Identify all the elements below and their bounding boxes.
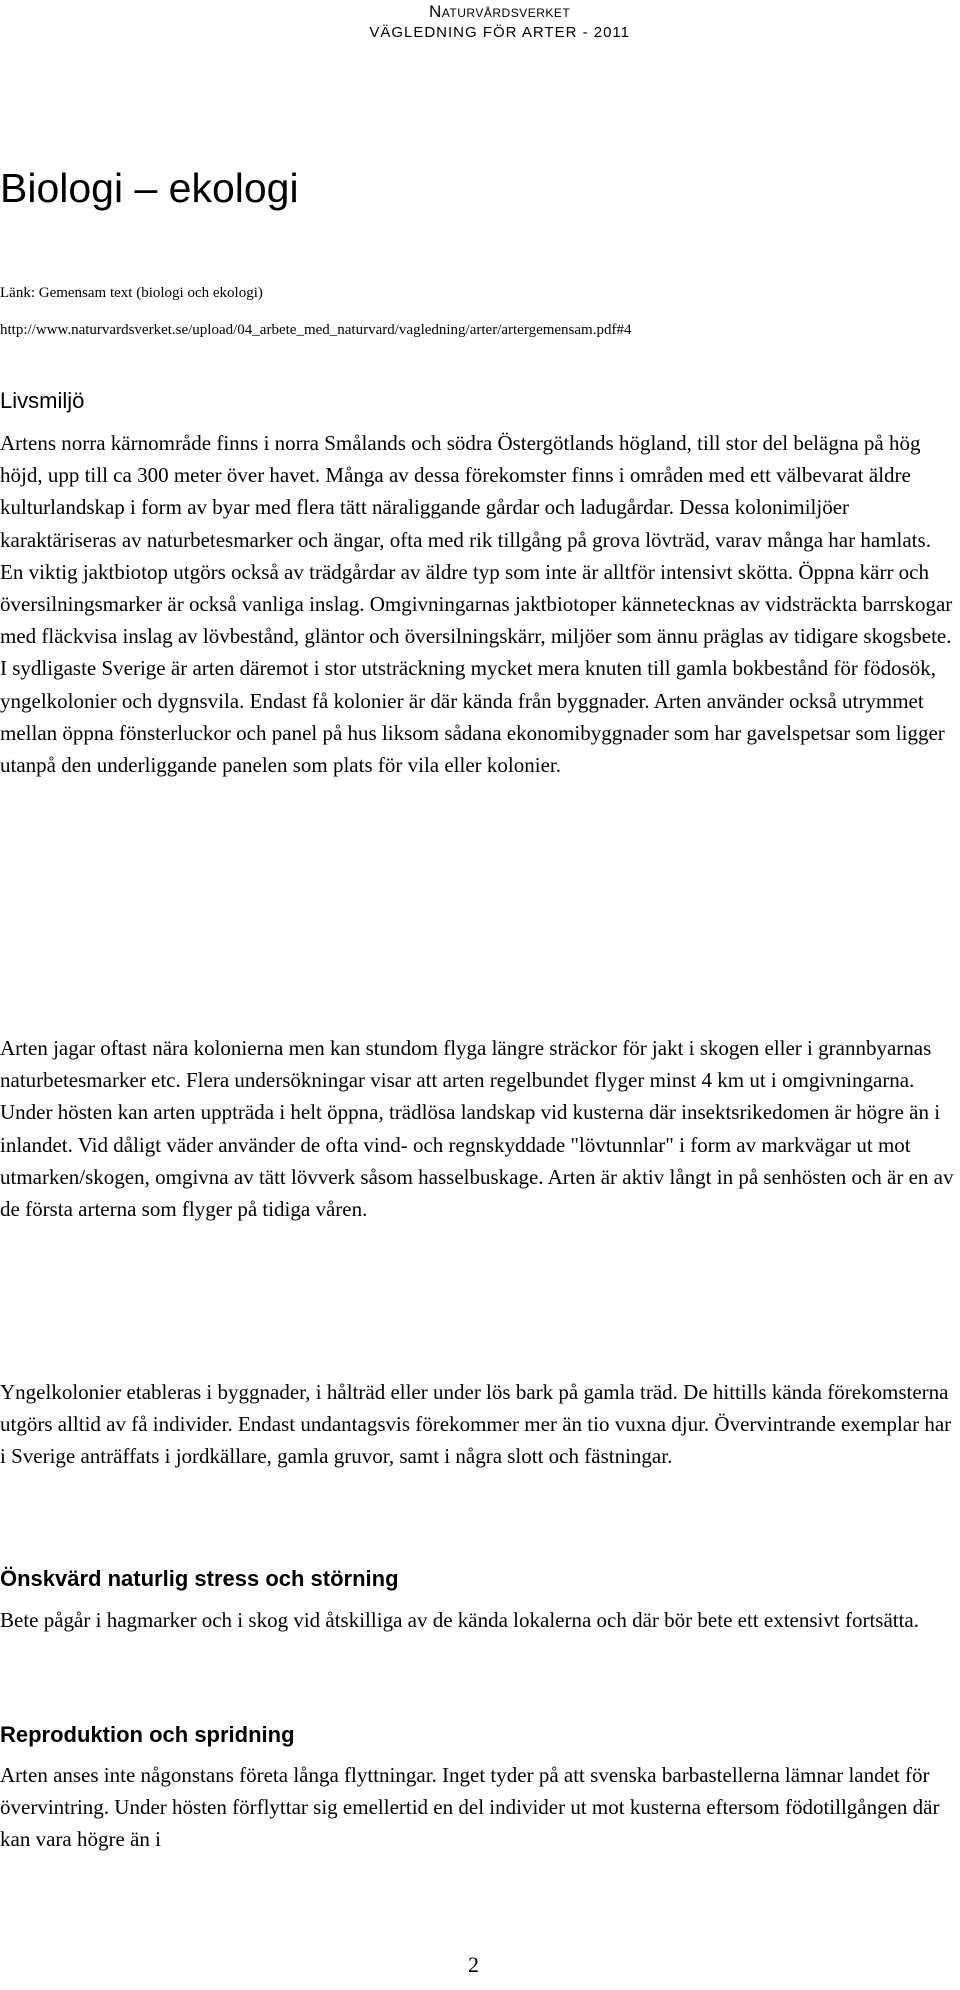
paragraph-stress-1: Bete pågår i hagmarker och i skog vid åtskilliga av de kända lokalerna och där bör bete ett extensivt fortsätta. <box>0 1608 920 1632</box>
section-heading-reproduktion: Reproduktion och spridning <box>0 1722 295 1747</box>
section-heading-livsmiljo: Livsmiljö <box>0 388 85 413</box>
section-heading-stress: Önskvärd naturlig stress och störning <box>0 1566 399 1591</box>
paragraph-livsmiljo-1: Artens norra kärnområde finns i norra Smålands och södra Östergötlands högland, till stor del belägna på hög höjd, upp till ca 300 meter över havet. Många av dessa förekomster finns i områden med ett välbevarat äldre kulturlandskap i form av byar med flera tätt näraliggande gårdar och ladugårdar. Dessa kolonimiljöer karaktäriseras av naturbetesmarker och ängar, ofta med rik tillgång på grova lövträd, varav många har hamlats. En viktig jaktbiotop utgörs också av trädgårdar av äldre typ som inte är alltför intensivt skötta. Öppna kärr och översilningsmarker är också vanliga inslag. Omgivningarnas jaktbiotoper kännetecknas av vidsträckta barrskogar med fläckvisa inslag av lövbestånd, gläntor och översilningskärr, miljöer som ännu präglas av tidigare skogsbete. I sydligaste Sverige är arten däremot i stor utsträckning mycket mera knuten till gamla bokbestånd för födosök, yngelkolonier och dygnsvila. Endast få kolonier är där kända från byggnader. Arten använder också utrymmet mellan öppna fönsterluckor och panel på hus liksom sådana ekonomibyggnader som har gavelspetsar som ligger utanpå den underliggande panelen som plats för vila eller kolonier. <box>0 431 953 778</box>
page-title: Biologi – ekologi <box>0 165 299 211</box>
header-organization: Naturvårdsverket <box>429 2 571 21</box>
page-number: 2 <box>468 1952 479 1977</box>
paragraph-livsmiljo-3: Yngelkolonier etableras i byggnader, i hålträd eller under lös bark på gamla träd. De hittills kända förekomsterna utgörs alltid av få individer. Endast undantagsvis förekommer mer än tio vuxna djur. Övervintrande exemplar har i Sverige anträffats i jordkällare, gamla gruvor, samt i några slott och fästningar. <box>0 1380 952 1469</box>
paragraph-reproduktion-1: Arten anses inte någonstans företa långa flyttningar. Inget tyder på att svenska barbastellerna lämnar landet för övervintring. Under hösten förflyttar sig emellertid en del individer ut mot kusterna eftersom födotillgången där kan vara högre än i <box>0 1763 940 1852</box>
header-subtitle: VÄGLEDNING FÖR ARTER - 2011 <box>369 24 630 41</box>
paragraph-livsmiljo-2: Arten jagar oftast nära kolonierna men kan stundom flyga längre sträckor för jakt i skogen eller i grannbyarnas naturbetesmarker etc. Flera undersökningar visar att arten regelbundet flyger minst 4 km ut i omgivningarna. Under hösten kan arten uppträda i helt öppna, trädlösa landskap vid kusterna där insektsrikedomen är högre än i inlandet. Vid dåligt väder använder de ofta vind- och regnskyddade "lövtunnlar" i form av markvägar ut mot utmarken/skogen, omgivna av tätt lövverk såsom hasselbuskage. Arten är aktiv långt in på senhösten och är en av de första arterna som flyger på tidiga våren. <box>0 1036 954 1222</box>
link-url[interactable]: http://www.naturvardsverket.se/upload/04_arbete_med_naturvard/vagledning/arter/artergemensam.pdf#4 <box>0 322 632 338</box>
page-header <box>369 2 630 44</box>
link-label: Länk: Gemensam text (biologi och ekologi) <box>0 285 263 301</box>
